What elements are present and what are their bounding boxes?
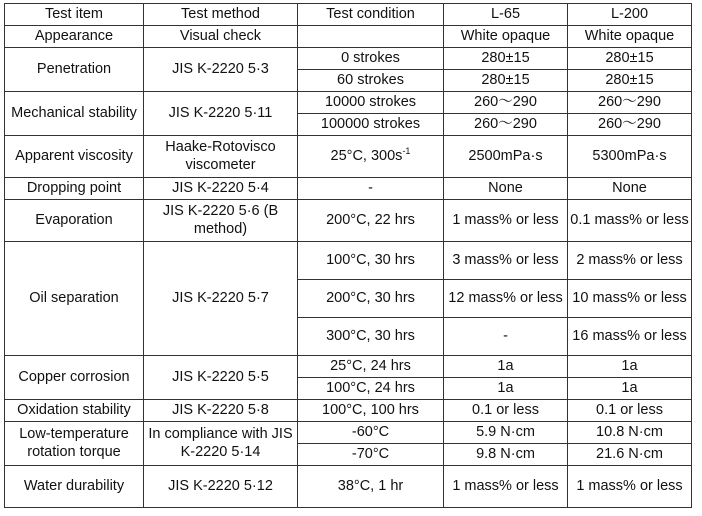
l65-cell: 12 mass% or less <box>444 280 568 318</box>
l200-cell: 260～290 <box>568 114 692 136</box>
item-cell: Oil separation <box>5 242 144 356</box>
l200-cell: 0.1 or less <box>568 400 692 422</box>
l65-cell: 5.9 N·cm <box>444 422 568 444</box>
item-cell: Dropping point <box>5 178 144 200</box>
item-cell: Oxidation stability <box>5 400 144 422</box>
method-cell: JIS K-2220 5·7 <box>144 242 298 356</box>
header-l65: L-65 <box>444 4 568 26</box>
l65-cell: 3 mass% or less <box>444 242 568 280</box>
l65-cell: 1 mass% or less <box>444 200 568 242</box>
specification-table <box>4 3 692 508</box>
table-row <box>5 178 692 200</box>
l200-cell: 280±15 <box>568 70 692 92</box>
l200-cell: 1a <box>568 356 692 378</box>
l65-cell: None <box>444 178 568 200</box>
l65-cell: 0.1 or less <box>444 400 568 422</box>
header-test-condition: Test condition <box>298 4 444 26</box>
table-row <box>5 242 692 280</box>
item-cell: Mechanical stability <box>5 92 144 136</box>
l200-cell: 10 mass% or less <box>568 280 692 318</box>
header-l200: L-200 <box>568 4 692 26</box>
condition-cell: 25°C, 24 hrs <box>298 356 444 378</box>
l200-cell: 5300mPa·s <box>568 136 692 178</box>
method-cell: Haake-Rotovisco viscometer <box>144 136 298 178</box>
condition-cell: 10000 strokes <box>298 92 444 114</box>
table-row <box>5 466 692 508</box>
method-cell: JIS K-2220 5·3 <box>144 48 298 92</box>
condition-text: 25°C, 300s <box>330 147 403 164</box>
method-cell: JIS K-2220 5·8 <box>144 400 298 422</box>
l65-cell: 280±15 <box>444 70 568 92</box>
condition-cell: -70°C <box>298 444 444 466</box>
l200-cell: 0.1 mass% or less <box>568 200 692 242</box>
condition-cell: 100°C, 100 hrs <box>298 400 444 422</box>
condition-cell: 100°C, 24 hrs <box>298 378 444 400</box>
condition-cell: 100°C, 30 hrs <box>298 242 444 280</box>
condition-cell: 38°C, 1 hr <box>298 466 444 508</box>
condition-cell: 100000 strokes <box>298 114 444 136</box>
table-row <box>5 422 692 444</box>
l200-cell: 10.8 N·cm <box>568 422 692 444</box>
method-cell: Visual check <box>144 26 298 48</box>
condition-cell: -60°C <box>298 422 444 444</box>
item-cell: Apparent viscosity <box>5 136 144 178</box>
l65-cell: 260～290 <box>444 114 568 136</box>
condition-cell <box>298 26 444 48</box>
condition-cell: 60 strokes <box>298 70 444 92</box>
header-test-method: Test method <box>144 4 298 26</box>
item-cell: Water durability <box>5 466 144 508</box>
l65-cell: White opaque <box>444 26 568 48</box>
condition-exponent: -1 <box>402 145 411 156</box>
condition-cell: 200°C, 22 hrs <box>298 200 444 242</box>
l200-cell: White opaque <box>568 26 692 48</box>
l65-cell: - <box>444 318 568 356</box>
method-cell: JIS K-2220 5·12 <box>144 466 298 508</box>
l200-cell: 16 mass% or less <box>568 318 692 356</box>
l65-cell: 1a <box>444 356 568 378</box>
item-cell: Appearance <box>5 26 144 48</box>
header-test-item: Test item <box>5 4 144 26</box>
condition-cell: 0 strokes <box>298 48 444 70</box>
item-cell: Low-temperature rotation torque <box>5 422 144 466</box>
table-row <box>5 356 692 378</box>
l200-cell: 1a <box>568 378 692 400</box>
l65-cell: 260～290 <box>444 92 568 114</box>
method-cell: JIS K-2220 5·11 <box>144 92 298 136</box>
method-cell: JIS K-2220 5·6 (B method) <box>144 200 298 242</box>
table-row <box>5 136 692 178</box>
l200-cell: 280±15 <box>568 48 692 70</box>
method-cell: JIS K-2220 5·4 <box>144 178 298 200</box>
l200-cell: None <box>568 178 692 200</box>
item-cell: Evaporation <box>5 200 144 242</box>
l200-cell: 2 mass% or less <box>568 242 692 280</box>
table-row <box>5 26 692 48</box>
item-cell: Copper corrosion <box>5 356 144 400</box>
l200-cell: 260～290 <box>568 92 692 114</box>
table-row <box>5 48 692 70</box>
method-cell: JIS K-2220 5·5 <box>144 356 298 400</box>
l65-cell: 1a <box>444 378 568 400</box>
item-cell: Penetration <box>5 48 144 92</box>
table-row <box>5 200 692 242</box>
header-row <box>5 4 692 26</box>
condition-cell: 300°C, 30 hrs <box>298 318 444 356</box>
table-row <box>5 400 692 422</box>
l65-cell: 280±15 <box>444 48 568 70</box>
l65-cell: 1 mass% or less <box>444 466 568 508</box>
method-cell: In compliance with JIS K-2220 5·14 <box>144 422 298 466</box>
l200-cell: 1 mass% or less <box>568 466 692 508</box>
l65-cell: 2500mPa·s <box>444 136 568 178</box>
table-row <box>5 92 692 114</box>
condition-cell: - <box>298 178 444 200</box>
l200-cell: 21.6 N·cm <box>568 444 692 466</box>
condition-cell: 200°C, 30 hrs <box>298 280 444 318</box>
l65-cell: 9.8 N·cm <box>444 444 568 466</box>
condition-cell <box>298 136 444 178</box>
